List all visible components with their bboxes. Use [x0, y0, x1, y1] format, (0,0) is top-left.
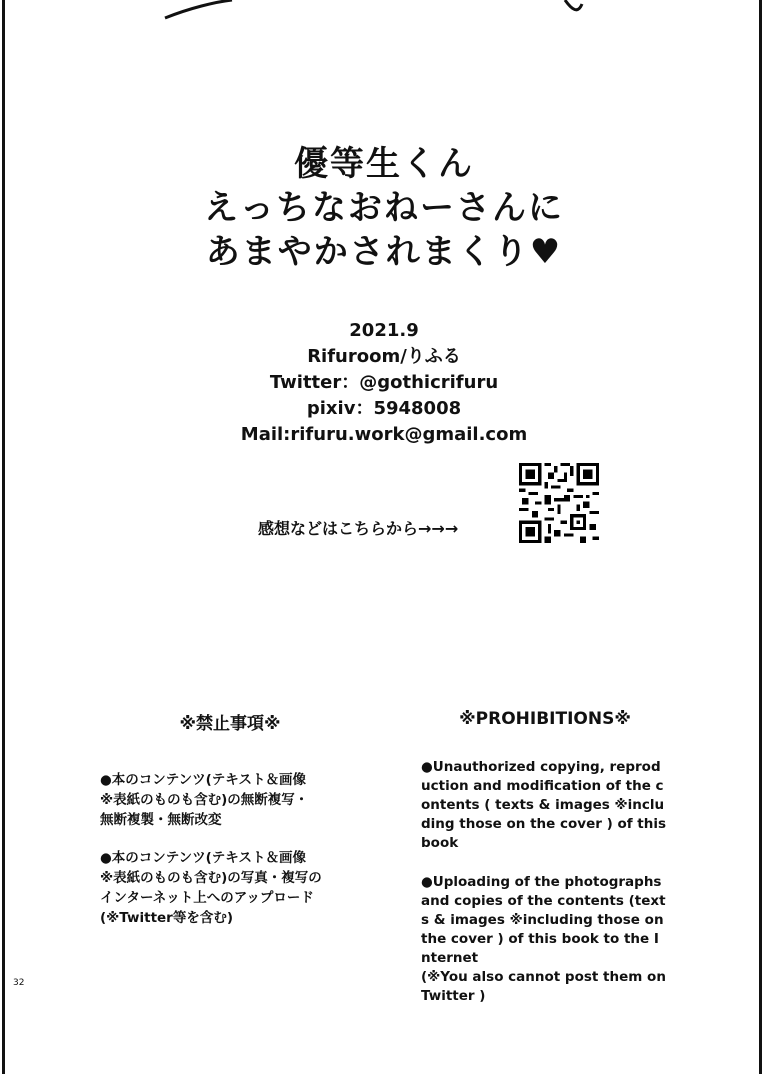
jp-item-1-line: ※表紙のものも含む)の無断複写・: [100, 792, 309, 808]
jp-item-2-line: ※表紙のものも含む)の写真・複写の: [100, 870, 322, 886]
prohibitions-heading-jp: ※禁止事項※: [179, 714, 281, 734]
cover-artwork-fragment: [0, 0, 768, 30]
prohibitions-heading-en: ※PROHIBITIONS※: [459, 709, 631, 729]
jp-item-2-line: (※Twitter等を含む): [100, 910, 234, 926]
circle-name: Rifuroom/りふる: [307, 346, 461, 367]
en-item-2-line: and copies of the contents (text: [421, 893, 666, 909]
jp-item-2-line: インターネット上へのアップロード: [100, 890, 314, 906]
title-line-3: あまやかされまくり♥: [205, 232, 563, 272]
en-item-2-line: the cover ) of this book to the I: [421, 931, 659, 947]
en-item-1-line: ontents ( texts & images ※inclu: [421, 797, 665, 813]
mail-address: Mail:rifuru.work@gmail.com: [240, 424, 528, 445]
en-item-1-line: book: [421, 835, 459, 851]
en-item-1-line: uction and modification of the c: [421, 778, 664, 794]
en-item-1-line: ●Unauthorized copying, reprod: [421, 759, 661, 775]
en-item-2-line: Twitter ): [421, 988, 486, 1004]
page-number: 32: [13, 978, 25, 988]
jp-item-2-line: ●本のコンテンツ(テキスト＆画像: [100, 850, 307, 866]
en-item-2-line: nternet: [421, 950, 479, 966]
en-item-2-line: (※You also cannot post them on: [421, 969, 666, 985]
book-title: [0, 142, 768, 274]
prohibition-jp-item-1: [100, 770, 360, 830]
title-line-1: 優等生くん: [294, 144, 474, 184]
qr-code[interactable]: [519, 463, 599, 543]
jp-item-1-line: ●本のコンテンツ(テキスト＆画像: [100, 772, 307, 788]
jp-item-1-line: 無断複製・無断改変: [100, 812, 222, 828]
title-line-2: えっちなおねーさんに: [204, 188, 564, 228]
publication-info: [0, 318, 768, 448]
en-item-2-line: s & images ※including those on: [421, 912, 664, 928]
feedback-prompt: 感想などはこちらから→→→: [258, 519, 459, 538]
publication-date: 2021.9: [349, 320, 419, 341]
prohibition-jp-item-2: [100, 848, 360, 928]
en-item-2-line: ●Uploading of the photographs: [421, 874, 662, 890]
twitter-handle: Twitter：@gothicrifuru: [269, 372, 499, 393]
prohibition-en-item-2: [421, 873, 681, 1006]
pixiv-id: pixiv：5948008: [306, 398, 462, 419]
en-item-1-line: ding those on the cover ) of this: [421, 816, 667, 832]
prohibition-en-item-1: [421, 758, 681, 853]
